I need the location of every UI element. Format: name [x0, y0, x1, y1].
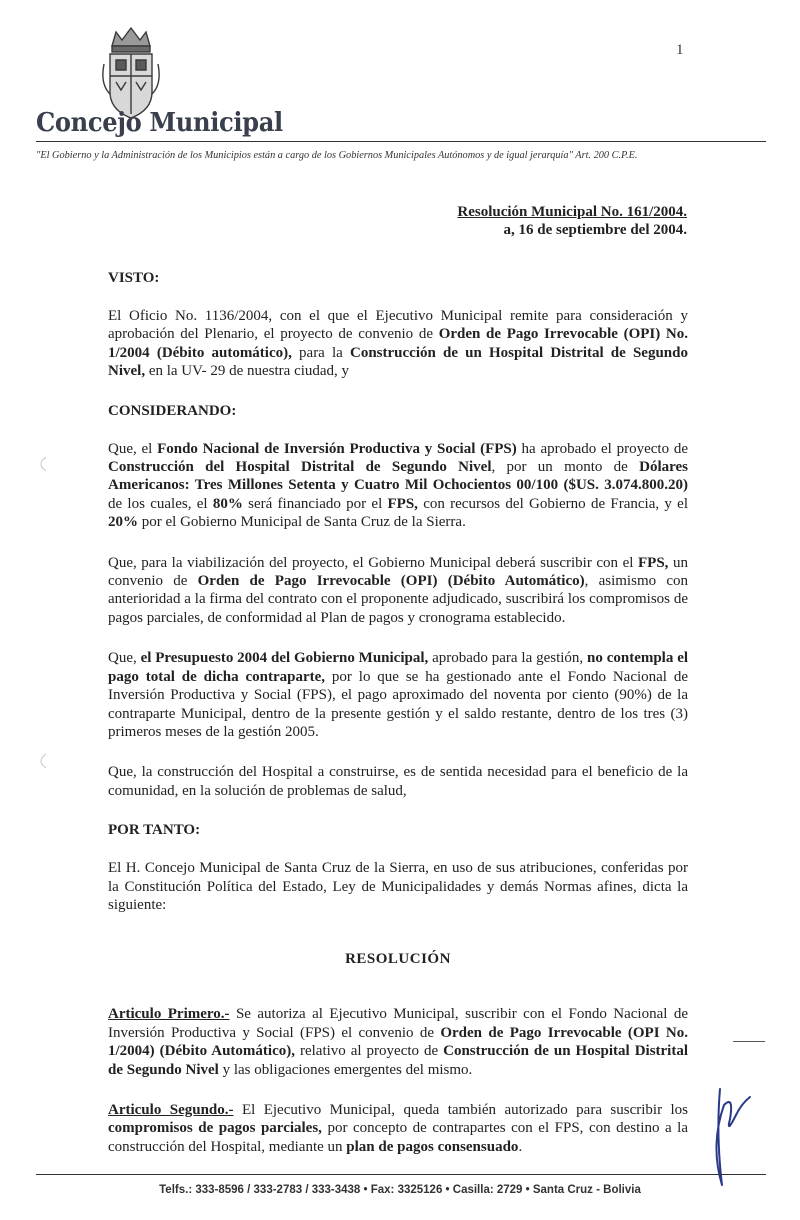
considerando-heading: CONSIDERANDO:: [108, 402, 237, 419]
page-number: 1: [676, 42, 684, 58]
article-second: Articulo Segundo.- El Ejecutivo Municipal, queda también autorizado para suscribir los compromisos de pagos parciales, por concepto de contrapartes con el FPS, con destino a la construcción del Hospital, mediante un plan de pagos consensuado.: [108, 1101, 688, 1155]
considerando-paragraph-1: Que, el Fondo Nacional de Inversión Productiva y Social (FPS) ha aprobado el proyecto de Construcción del Hospital Distrital de Segundo Nivel, por un monto de Dólares Americanos: Tres Millones Setenta y Cuatro Mil Ochocientos 00/100 ($US. 3.074.800.20) de los cuales, el 80% será financiado por el FPS, con recursos del Gobierno de Francia, y el 20% por el Gobierno Municipal de Santa Cruz de la Sierra.: [108, 440, 688, 531]
resolution-title: Resolución Municipal No. 161/2004.: [457, 204, 687, 220]
header-divider: [36, 141, 766, 142]
resolucion-heading: RESOLUCIÓN: [345, 951, 451, 968]
article-first: Articulo Primero.- Se autoriza al Ejecutivo Municipal, suscribir con el Fondo Nacional de Inversión Productiva y Social (FPS) el convenio de Orden de Pago Irrevocable (OPI No. 1/2004) (Débito Automático), relativo al proyecto de Construcción de un Hospital Distrital de Segundo Nivel y las obligaciones emergentes del mismo.: [108, 1006, 689, 1078]
por-tanto-heading: POR TANTO:: [108, 822, 201, 839]
visto-heading: VISTO:: [108, 270, 160, 286]
article-second-label: Articulo Segundo.-: [108, 1101, 234, 1118]
council-brand-name: Concejo Municipal: [36, 108, 283, 138]
considerando-paragraph-3: Que, el Presupuesto 2004 del Gobierno Municipal, aprobado para la gestión, no contempla el pago total de dicha contraparte, por lo que se ha gestionado ante el Fondo Nacional de Inversión Productiva y Social (FPS), el pago aproximado del noventa por ciento (90%) de la contraparte Municipal, dentro de la presente gestión y el saldo restante, dentro de los tres (3) primeros meses de la gestión 2005.: [108, 650, 689, 740]
por-tanto-paragraph: El H. Concejo Municipal de Santa Cruz de la Sierra, en uso de sus atribuciones, conferidas por la Constitución Política del Estado, Ley de Municipalidades y demás Normas afines, dicta la siguiente:: [108, 860, 688, 913]
punch-mark-icon: [34, 455, 48, 473]
visto-paragraph: El Oficio No. 1136/2004, con el que el Ejecutivo Municipal remite para consideración y aprobación del Plenario, el proyecto de convenio de Orden de Pago Irrevocable (OPI) No. 1/2004 (Débito automático), para la Construcción de un Hospital Distrital de Segundo Nivel, en la UV- 29 de nuestra ciudad, y: [108, 308, 688, 380]
article-first-label: Articulo Primero.-: [108, 1006, 230, 1023]
document-body: [108, 270, 688, 1156]
margin-mark: [733, 1041, 765, 1042]
considerando-paragraph-4: Que, la construcción del Hospital a construirse, es de sentida necesidad para el beneficio de la comunidad, en la solución de problemas de salud,: [108, 764, 688, 799]
footer-contact: Telfs.: 333-8596 / 333-2783 / 333-3438 • Fax: 3325126 • Casilla: 2729 • Santa Cruz - Bolivia: [159, 1184, 641, 1196]
signature-icon: [700, 1075, 760, 1195]
considerando-paragraph-2: Que, para la viabilización del proyecto, el Gobierno Municipal deberá suscribir con el FPS, un convenio de Orden de Pago Irrevocable (OPI) (Débito Automático), asimismo con anterioridad a la firma del contrato con el proponente adjudicado, suscribirá los compromisos de pagos parciales, de conformidad al Plan de pagos y cronograma establecido.: [108, 554, 689, 626]
footer-divider: [36, 1174, 766, 1175]
punch-mark-icon: [34, 752, 48, 770]
header-motto: "El Gobierno y la Administración de los Municipios están a cargo de los Gobiernos Municipales Autónomos y de igual jerarquía" Art. 200 C.P.E.: [36, 150, 638, 161]
resolution-date: a, 16 de septiembre del 2004.: [503, 222, 687, 238]
